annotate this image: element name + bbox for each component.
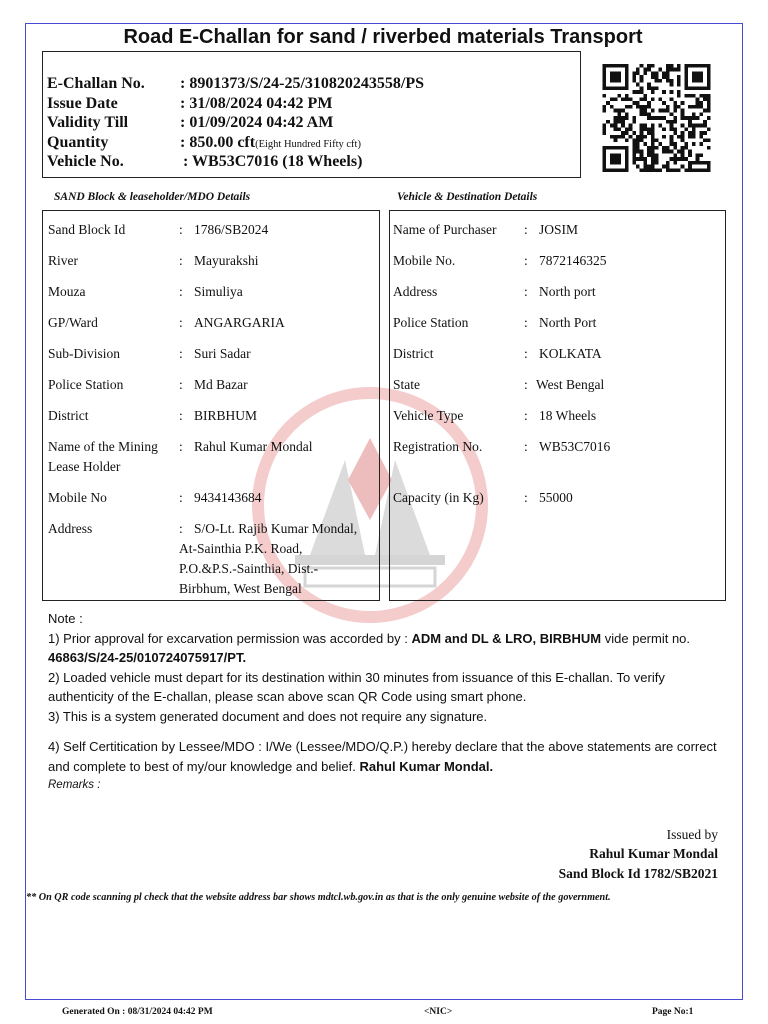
validity-value: : 01/09/2024 04:42 AM [180, 114, 334, 131]
note-4-signatory: Rahul Kumar Mondal. [359, 758, 494, 774]
challan-header-box [42, 51, 581, 178]
right-section-title: Vehicle & Destination Details [397, 191, 538, 203]
issue-date-label: Issue Date [47, 95, 118, 112]
note-4b: and complete to best of my/our knowledge and belief. Rahul Kumar Mondal. [48, 758, 494, 774]
note-3: 3) This is a system generated document and does not require any signature. [48, 708, 488, 724]
quantity-value: : 850.00 cft [180, 134, 256, 151]
issued-by-label: Issued by [666, 827, 718, 842]
issuer-block-id: Sand Block Id 1782/SB2021 [558, 866, 718, 881]
generated-on: Generated On : 08/31/2024 04:42 PM [62, 1007, 213, 1017]
note-1: 1) Prior approval for excarvation permission was accorded by : ADM and DL & LRO, BIRBHUM vide permit no. [48, 630, 691, 646]
validity-label: Validity Till [47, 114, 129, 131]
vehicle-value: : WB53C7016 (18 Wheels) [183, 153, 363, 170]
note-2b: authenticity of the E-challan, please scan above scan QR Code using smart phone. [48, 689, 527, 704]
left-section-title: SAND Block & leaseholder/MDO Details [54, 191, 251, 203]
remarks-label: Remarks : [48, 779, 101, 791]
quantity-words: (Eight Hundred Fifty cft) [255, 139, 361, 150]
issuer-name: Rahul Kumar Mondal [589, 846, 718, 861]
issue-date-value: : 31/08/2024 04:42 PM [180, 95, 333, 112]
notes-heading: Note : [48, 611, 83, 626]
note-4a: 4) Self Certitication by Lessee/MDO : I/We (Lessee/MDO/Q.P.) hereby declare that the above statements are correct [48, 739, 717, 754]
page-number: Page No:1 [652, 1007, 694, 1017]
notes-section [48, 609, 738, 796]
echallan-value: : 8901373/S/24-25/310820243558/PS [180, 75, 425, 92]
vehicle-label: Vehicle No. [47, 153, 124, 170]
note-2a: 2) Loaded vehicle must depart for its destination within 30 minutes from issuance of this E-challan. To verify [48, 669, 665, 685]
left-row-address: Address : S/O-Lt. Rajib Kumar Mondal, At-Sainthia P.K. Road, P.O.&P.S.-Sainthia, Dist.- Birbhum, West Bengal [48, 521, 358, 596]
left-row-lease-holder: Name of the Mining Lease Holder : Rahul Kumar Mondal [48, 439, 313, 474]
nic-label: <NIC> [424, 1007, 453, 1017]
qr-verification-note: ** On QR code scanning pl check that the website address bar shows mdtcl.wb.gov.in as that is the only genuine website of the government. [26, 892, 611, 903]
note-1-authority: ADM and DL & LRO, BIRBHUM [411, 630, 602, 646]
document-title: Road E-Challan for sand / riverbed materials Transport [123, 26, 643, 48]
echallan-label: E-Challan No. [47, 75, 145, 92]
note-1-permit: 46863/S/24-25/010724075917/PT. [48, 650, 247, 665]
quantity-label: Quantity [47, 134, 109, 151]
qr-code [599, 64, 714, 172]
